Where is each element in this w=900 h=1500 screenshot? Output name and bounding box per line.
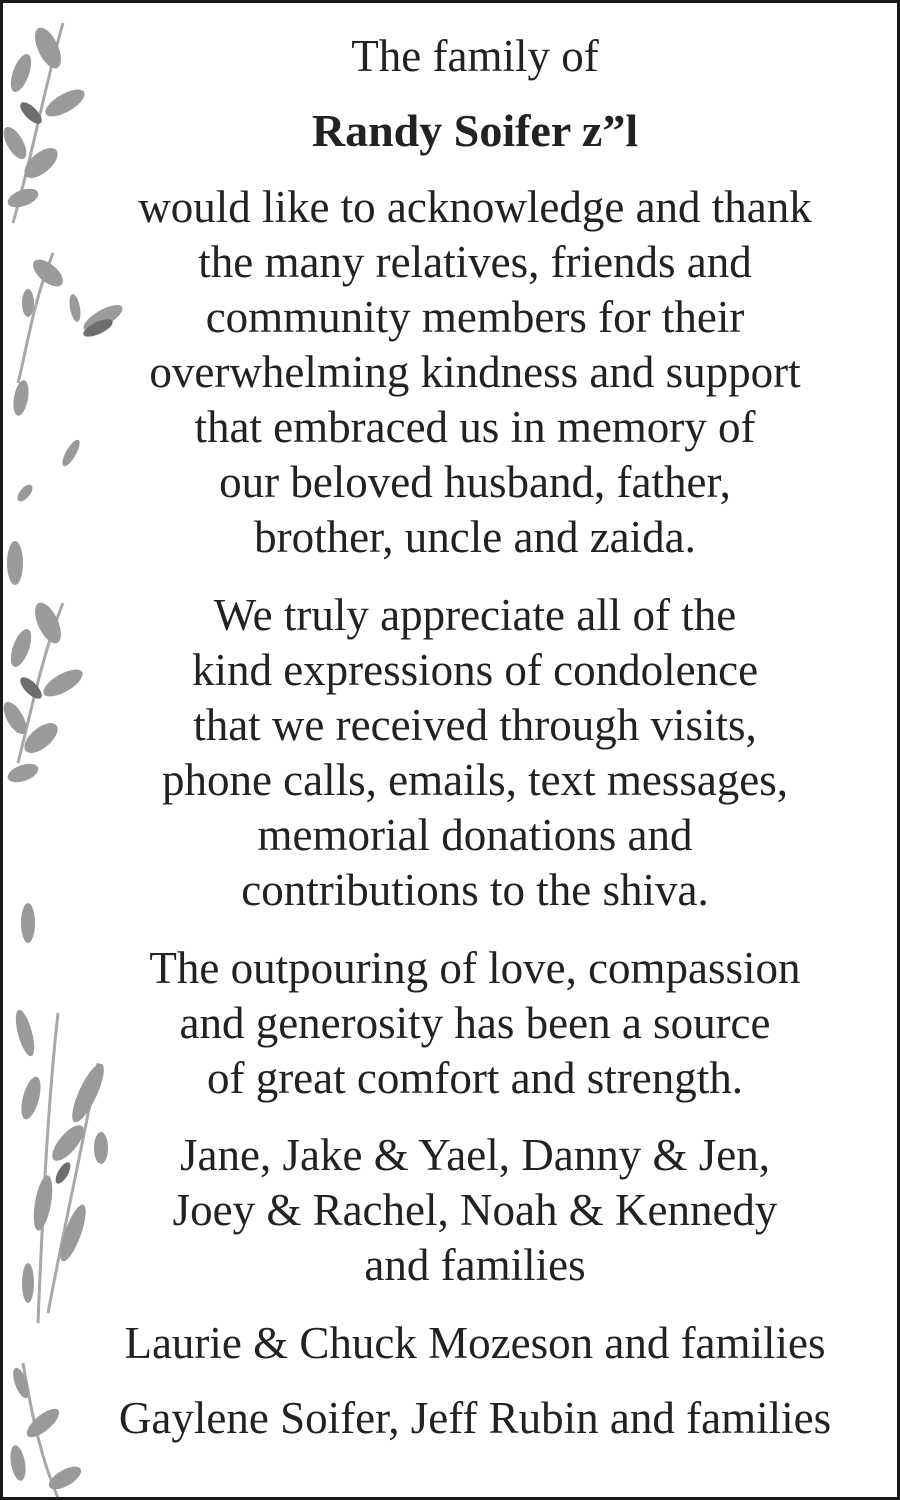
text-line: overwhelming kindness and support: [149, 347, 801, 397]
text-line: the many relatives, friends and: [198, 237, 752, 287]
notice-content: [53, 3, 897, 1497]
text-line: brother, uncle and zaida.: [254, 512, 696, 562]
paragraph-acknowledgement: [53, 180, 897, 565]
text-line: The outpouring of love, compassion: [149, 943, 801, 993]
text-line: our beloved husband, father,: [219, 457, 731, 507]
text-line: phone calls, emails, text messages,: [161, 755, 789, 805]
signature-family-3: Gaylene Soifer, Jeff Rubin and families: [118, 1393, 832, 1443]
paragraph-comfort: [53, 941, 897, 1106]
text-line: of great comfort and strength.: [206, 1053, 744, 1103]
signature-line: Joey & Rachel, Noah & Kennedy: [172, 1185, 778, 1235]
signature-line: Jane, Jake & Yael, Danny & Jen,: [180, 1130, 770, 1180]
signature-line: and families: [364, 1240, 586, 1290]
text-line: kind expressions of condolence: [191, 645, 759, 695]
text-line: contributions to the shiva.: [241, 865, 709, 915]
text-line: and generosity has been a source: [179, 998, 771, 1048]
signature-family-2: Laurie & Chuck Mozeson and families: [124, 1318, 826, 1368]
text-line: that embraced us in memory of: [194, 402, 756, 452]
text-line: that we received through visits,: [193, 700, 757, 750]
text-line: We truly appreciate all of the: [213, 590, 737, 640]
text-line: community members for their: [205, 292, 745, 342]
paragraph-appreciation: [53, 588, 897, 918]
signature-family-1: [53, 1128, 897, 1293]
text-line: memorial donations and: [257, 810, 693, 860]
text-line: would like to acknowledge and thank: [138, 182, 812, 232]
deceased-name: Randy Soifer z”l: [311, 105, 639, 156]
intro-line: The family of: [351, 31, 599, 81]
